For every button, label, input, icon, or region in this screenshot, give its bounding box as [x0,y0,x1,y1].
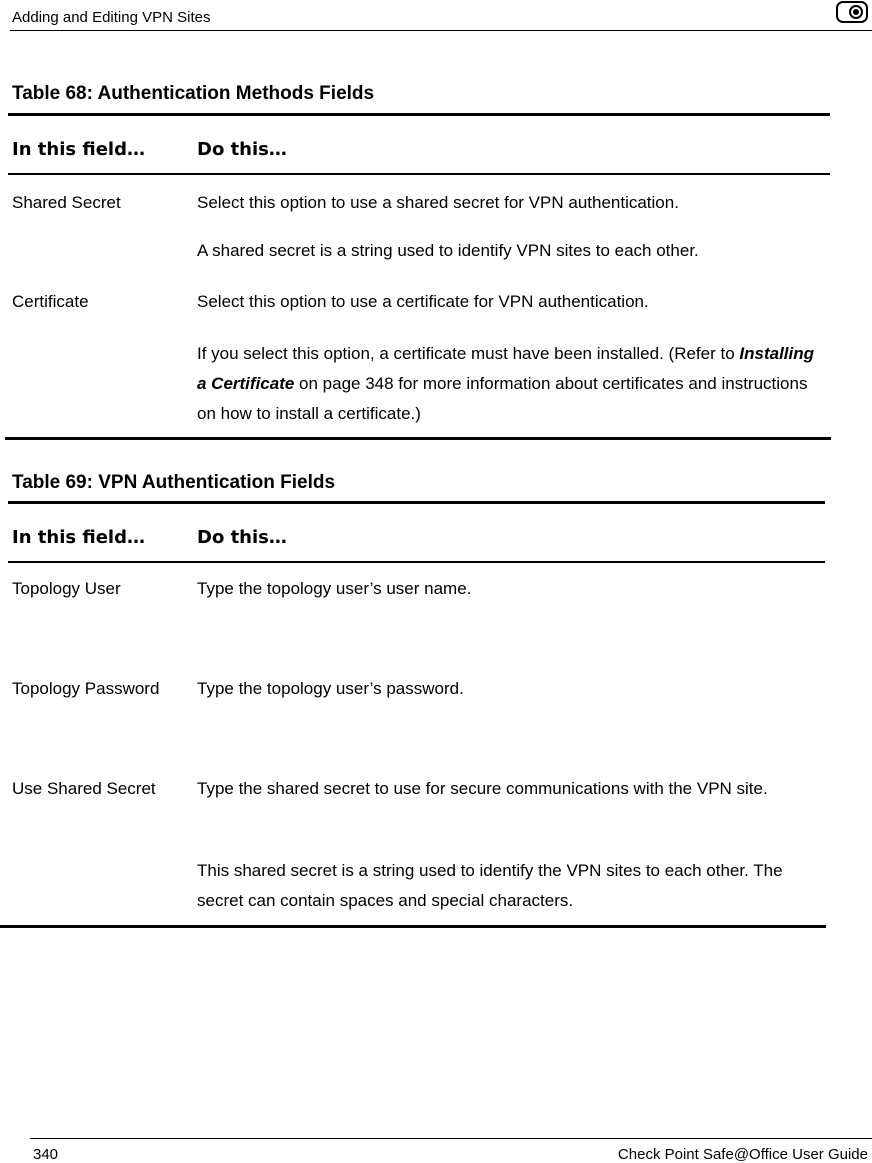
table-68-row-field: Shared Secret [12,193,121,212]
desc-text: If you select this option, a certificate must have been installed. (Refer to [197,344,740,363]
table-69-top-rule [8,501,825,504]
logo-dot [853,9,859,15]
check-point-logo-icon [836,1,868,23]
table-69-row-field: Topology Password [12,679,160,698]
table-69-row-desc: Type the topology user’s password. [197,679,464,698]
table-69-col-action: Do this… [197,527,287,548]
page-number: 340 [33,1146,59,1163]
table-68-col-action: Do this… [197,139,287,160]
table-69-caption: Table 69: VPN Authentication Fields [12,472,336,493]
table-68-row-field: Certificate [12,292,89,311]
table-69-row-field: Use Shared Secret [12,779,156,798]
table-68-header-rule [8,173,830,175]
table-69-row-desc: Type the shared secret to use for secure communications with the VPN site. [197,779,768,798]
table-68-row-desc [197,339,817,429]
logo-ring [849,5,863,19]
installing-certificate-link[interactable]: Installing a Certificate [197,344,815,393]
desc-text: on page 348 for more information about certificates and instructions on how to install a certificate.) [197,374,808,423]
table-68-row-desc: Select this option to use a shared secret for VPN authentication. [197,193,679,212]
table-69-header-rule [8,561,825,563]
table-68-bottom-rule [5,437,831,440]
running-header-title: Adding and Editing VPN Sites [12,9,211,26]
table-69-bottom-rule [0,925,826,928]
table-68-row-desc: A shared secret is a string used to identify VPN sites to each other. [197,241,699,260]
table-69-col-field: In this field… [12,527,145,548]
guide-title: Check Point Safe@Office User Guide [617,1146,868,1163]
table-68-row-desc: Select this option to use a certificate for VPN authentication. [197,292,649,311]
table-69-row-desc: This shared secret is a string used to identify the VPN sites to each other. The secret can contain spaces and special characters. [197,861,783,910]
table-69-row-desc: Type the topology user’s user name. [197,579,472,598]
table-68-caption: Table 68: Authentication Methods Fields [12,83,375,104]
table-68-col-field: In this field… [12,139,145,160]
header-rule [10,30,872,31]
table-69-row-field: Topology User [12,579,121,598]
footer-rule [30,1138,872,1139]
table-68-top-rule [8,113,830,116]
